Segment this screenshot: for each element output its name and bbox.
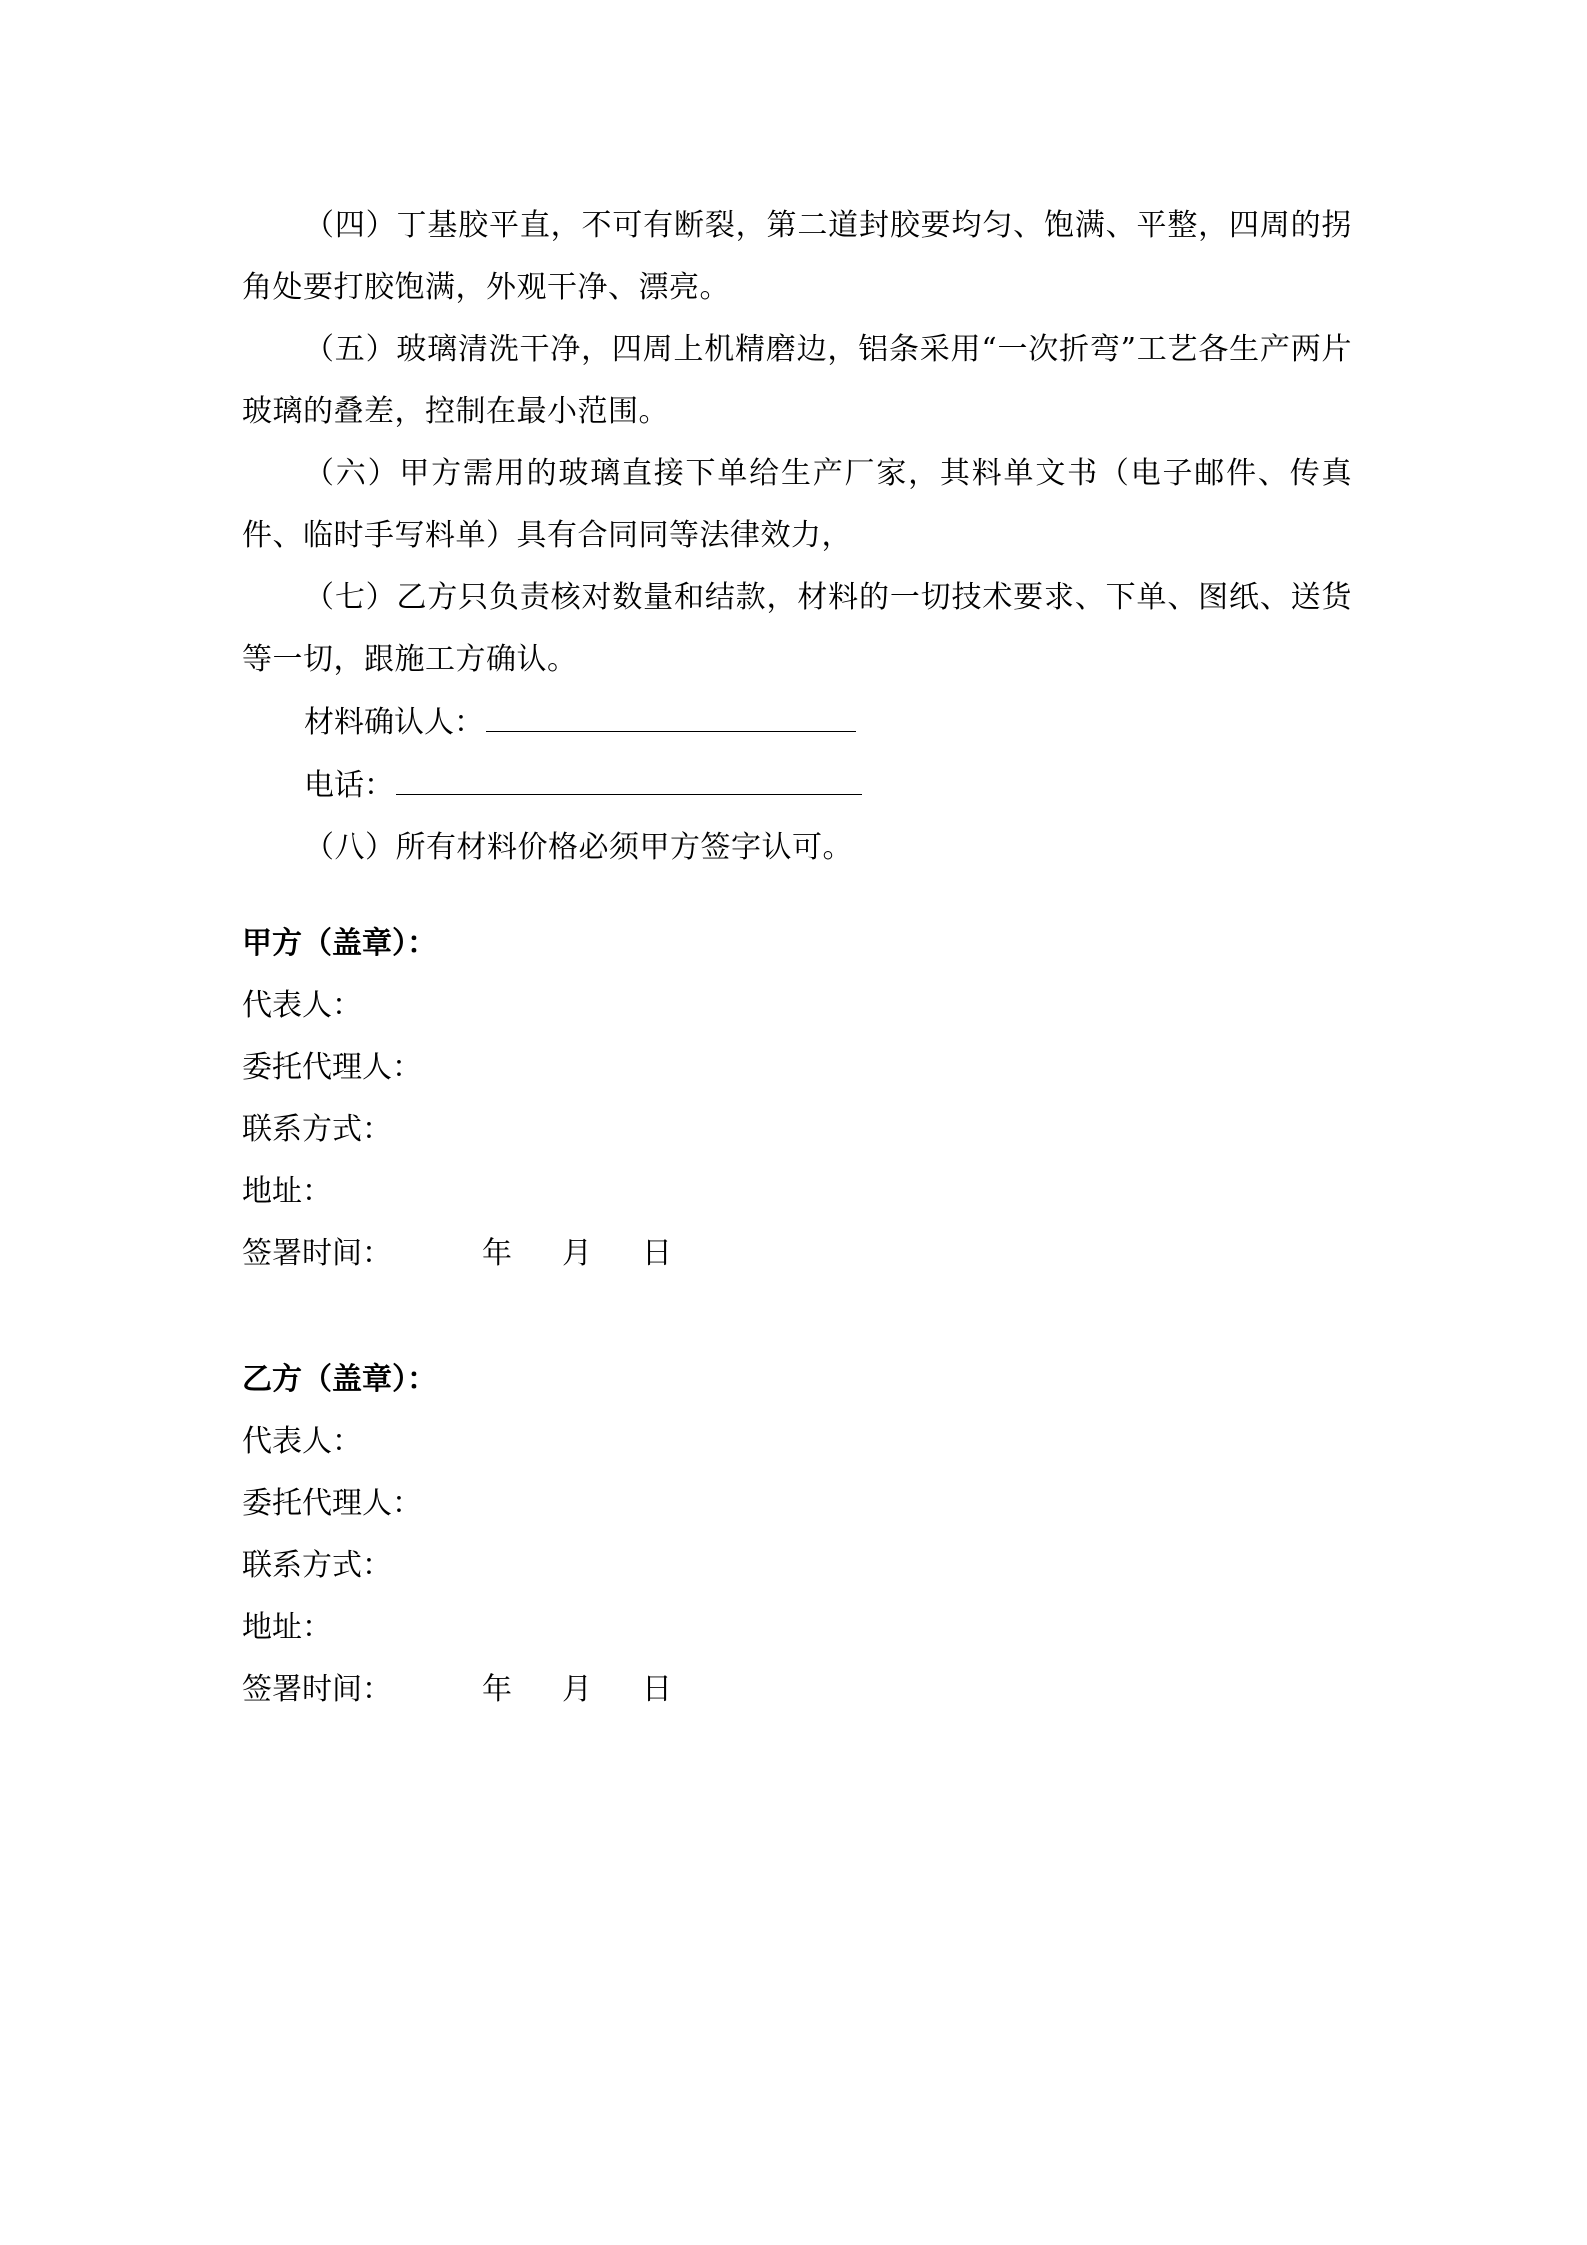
party-a-title: 甲方（盖章）： bbox=[242, 926, 437, 961]
phone-field bbox=[242, 754, 1352, 817]
confirm-person-blank[interactable] bbox=[486, 691, 856, 732]
party-b-address: 地址： bbox=[242, 1610, 332, 1645]
clause-6: （六）甲方需用的玻璃直接下单给生产厂家，其料单文书（电子邮件、传真件、临时手写料单）具有合同同等法律效力， bbox=[242, 456, 1352, 553]
party-b-title: 乙方（盖章）： bbox=[242, 1362, 437, 1397]
party-a-agent: 委托代理人： bbox=[242, 1050, 422, 1085]
party-b-sign-time bbox=[242, 1659, 1352, 1721]
party-a-address: 地址： bbox=[242, 1174, 332, 1209]
party-a-day: 日 bbox=[642, 1236, 672, 1271]
phone-blank[interactable] bbox=[396, 754, 862, 795]
confirm-person-field bbox=[242, 691, 1352, 754]
phone-label: 电话： bbox=[304, 768, 394, 803]
clause-5: （五）玻璃清洗干净，四周上机精磨边，铝条采用“一次折弯”工艺各生产两片玻璃的叠差，控制在最小范围。 bbox=[242, 332, 1352, 429]
party-a-block bbox=[242, 913, 1352, 1285]
clause-4: （四）丁基胶平直，不可有断裂，第二道封胶要均匀、饱满、平整，四周的拐角处要打胶饱满，外观干净、漂亮。 bbox=[242, 208, 1352, 305]
party-b-block bbox=[242, 1349, 1352, 1721]
clause-8: （八）所有材料价格必须甲方签字认可。 bbox=[304, 830, 853, 865]
party-b-sign-time-label: 签署时间： bbox=[242, 1672, 392, 1707]
party-a-sign-time bbox=[242, 1223, 1352, 1285]
clause-7: （七）乙方只负责核对数量和结款，材料的一切技术要求、下单、图纸、送货等一切，跟施工方确认。 bbox=[242, 580, 1352, 677]
party-a-year: 年 bbox=[482, 1236, 512, 1271]
party-a-sign-time-label: 签署时间： bbox=[242, 1236, 392, 1271]
party-b-year: 年 bbox=[482, 1672, 512, 1707]
party-a-month: 月 bbox=[562, 1236, 592, 1271]
party-b-month: 月 bbox=[562, 1672, 592, 1707]
party-b-day: 日 bbox=[642, 1672, 672, 1707]
party-b-representative: 代表人： bbox=[242, 1424, 362, 1459]
party-b-agent: 委托代理人： bbox=[242, 1486, 422, 1521]
document-content bbox=[242, 195, 1352, 1721]
party-b-contact: 联系方式： bbox=[242, 1548, 392, 1583]
party-a-representative: 代表人： bbox=[242, 988, 362, 1023]
party-a-contact: 联系方式： bbox=[242, 1112, 392, 1147]
confirm-person-label: 材料确认人： bbox=[304, 705, 484, 740]
